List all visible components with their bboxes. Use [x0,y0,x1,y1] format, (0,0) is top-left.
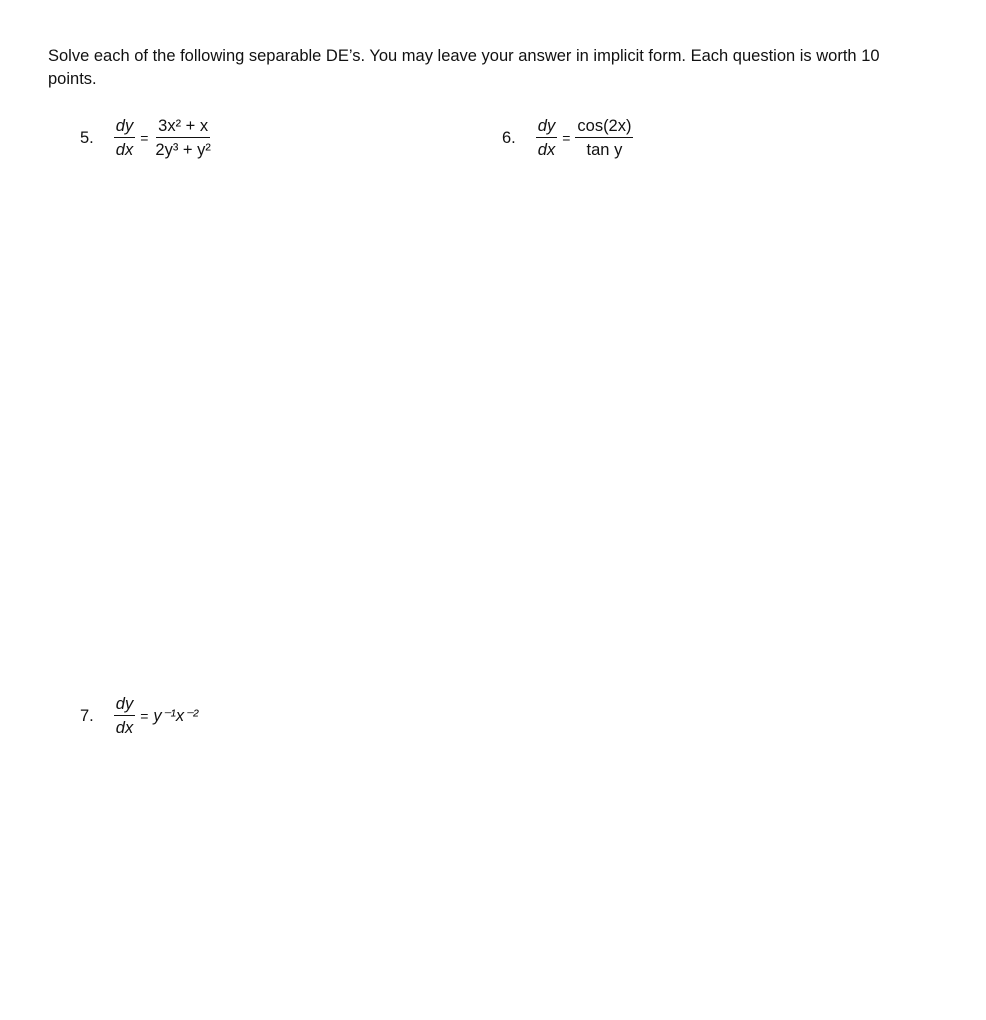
problem-5 [80,116,213,160]
rhs-numerator: cos(2x) [575,116,633,138]
lhs-numerator: dy [114,694,135,716]
rhs-denominator: 2y³ + y² [155,141,211,159]
rhs-expression: y⁻¹x⁻² [153,707,199,725]
problem-number: 7. [80,706,94,725]
instructions-text: Solve each of the following separable DE’s. You may leave your answer in implicit form. Each question is worth 10 points. [48,47,880,88]
lhs-denominator: dx [537,141,556,159]
rhs-fraction [153,116,212,160]
lhs-fraction [114,116,135,160]
lhs-fraction [114,694,135,738]
lhs-denominator: dx [115,141,134,159]
rhs-numerator: 3x² + x [156,116,210,138]
lhs-numerator: dy [536,116,557,138]
lhs-numerator: dy [114,116,135,138]
problem-7 [80,694,198,738]
lhs-fraction [536,116,557,160]
problem-number: 5. [80,128,94,147]
lhs-denominator: dx [115,719,134,737]
equals-sign: = [562,130,571,146]
rhs-denominator: tan y [586,141,623,159]
equals-sign: = [140,130,149,146]
equals-sign: = [140,708,149,724]
problem-number: 6. [502,128,516,147]
rhs-fraction [575,116,633,160]
problem-6 [502,116,633,160]
